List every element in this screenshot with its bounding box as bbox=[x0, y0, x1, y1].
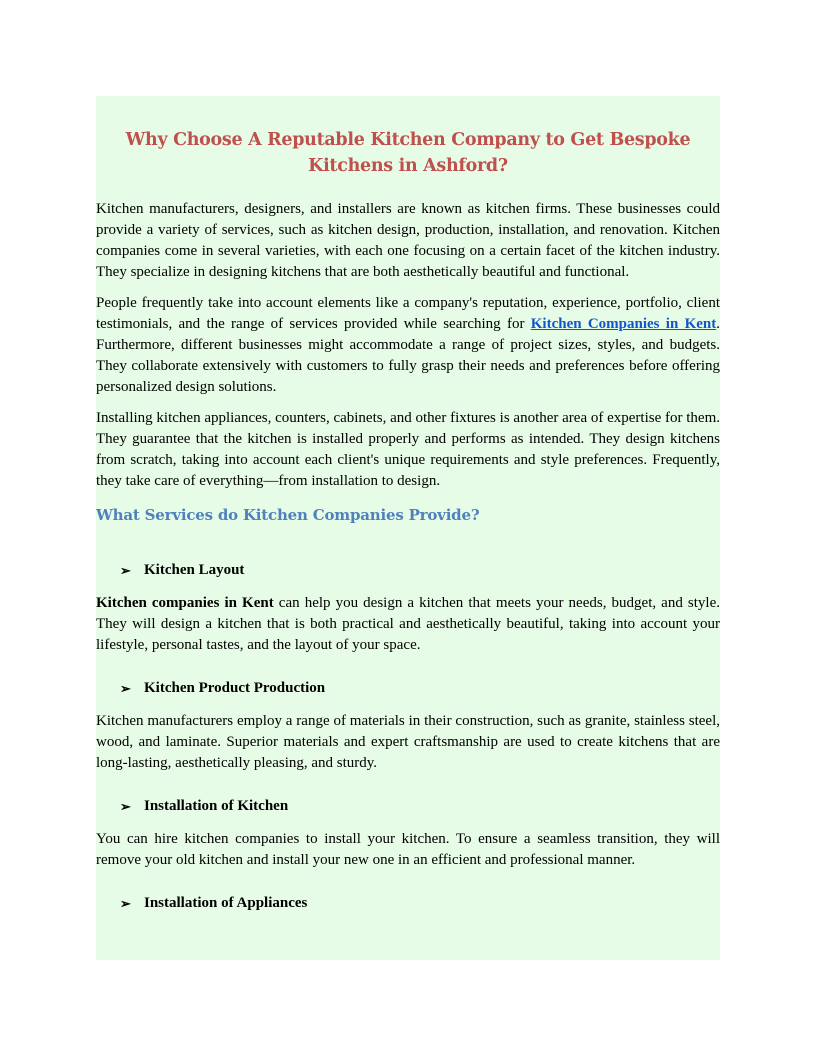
service-heading-installation-of-appliances bbox=[96, 893, 720, 914]
intro-paragraph: Kitchen manufacturers, designers, and installers are known as kitchen firms. These businesses could provide a variety of services, such as kitchen design, production, installation, and renovation. Kitchen companies come in several varieties, with each one focusing on a certain facet of the kitchen industry. They specialize in designing kitchens that are both aesthetically beautiful and functional. bbox=[96, 201, 720, 280]
search-paragraph bbox=[96, 293, 720, 398]
service-heading-product-production bbox=[96, 678, 720, 699]
kitchen-layout-text: can help you design a kitchen that meets your needs, budget, and style. They will design a kitchen that is both practical and aesthetically beautiful, taking into account your lifestyle, personal tastes, and the layout of your space. bbox=[96, 595, 720, 653]
arrow-bullet-icon: ➢ bbox=[120, 896, 131, 911]
expertise-paragraph: Installing kitchen appliances, counters, cabinets, and other fixtures is another area of expertise for them. They guarantee that the kitchen is installed properly and performs as intended. They design kitchens from scratch, taking into account each client's unique requirements and style preferences. Frequently, they take care of everything—from installation to design. bbox=[96, 410, 720, 489]
product-production-paragraph: Kitchen manufacturers employ a range of materials in their construction, such as granite, stainless steel, wood, and laminate. Superior materials and expert craftsmanship are used to create kitchens that are long-lasting, aesthetically pleasing, and sturdy. bbox=[96, 713, 720, 771]
kitchen-companies-bold-text: Kitchen companies in Kent bbox=[96, 595, 274, 611]
search-paragraph-text-after: . Furthermore, different businesses might accommodate a range of project sizes, styles, and budgets. They collaborate extensively with customers to fully grasp their needs and preferences before offering personalized design solutions. bbox=[96, 316, 720, 395]
service-title: Kitchen Product Production bbox=[144, 680, 326, 696]
service-heading-kitchen-layout bbox=[96, 560, 720, 581]
arrow-bullet-icon: ➢ bbox=[120, 799, 131, 814]
kitchen-companies-in-kent-link[interactable]: Kitchen Companies in Kent bbox=[530, 316, 717, 332]
document-content-block bbox=[96, 96, 720, 960]
service-title: Installation of Appliances bbox=[144, 895, 308, 911]
service-title: Installation of Kitchen bbox=[144, 798, 289, 814]
arrow-bullet-icon: ➢ bbox=[120, 563, 131, 578]
kitchen-layout-paragraph bbox=[96, 593, 720, 656]
service-title: Kitchen Layout bbox=[144, 562, 245, 578]
article-body bbox=[96, 179, 720, 914]
service-heading-installation-of-kitchen bbox=[96, 796, 720, 817]
arrow-bullet-icon: ➢ bbox=[120, 681, 131, 696]
installation-of-kitchen-paragraph: You can hire kitchen companies to install your kitchen. To ensure a seamless transition, they will remove your old kitchen and install your new one in an efficient and professional manner. bbox=[96, 831, 720, 868]
search-paragraph-text-before: People frequently take into account elements like a company's reputation, experience, portfolio, client testimonials, and the range of services provided while searching for bbox=[96, 295, 720, 332]
page-title: Why Choose A Reputable Kitchen Company to Get Bespoke Kitchens in Ashford? bbox=[125, 130, 691, 176]
services-subheading: What Services do Kitchen Companies Provide? bbox=[96, 506, 480, 524]
